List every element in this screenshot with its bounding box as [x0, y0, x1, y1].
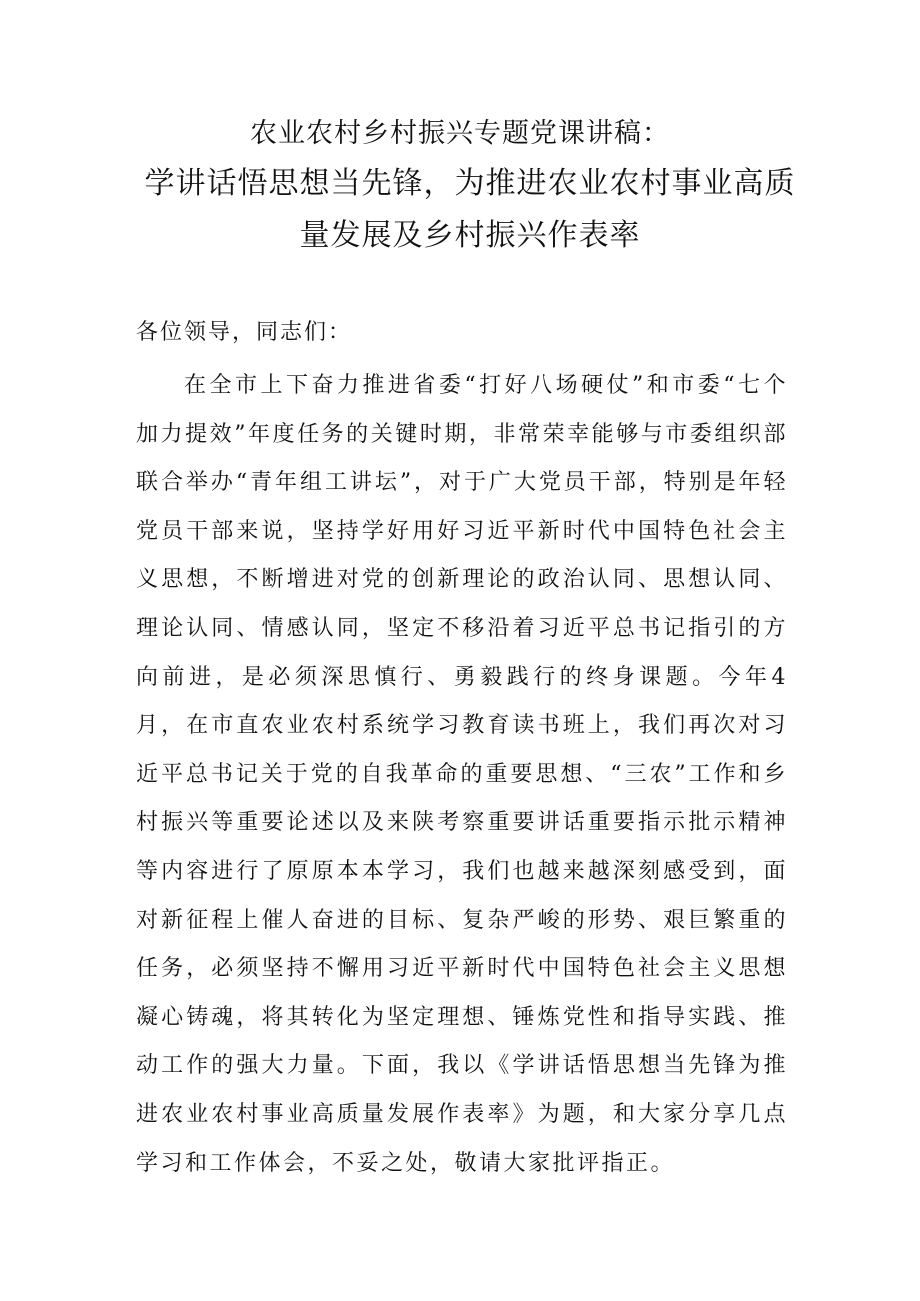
document-subtitle: 农业农村乡村振兴专题党课讲稿：	[250, 118, 670, 149]
salutation: 各位领导，同志们：	[136, 320, 353, 345]
body-paragraph: 在全市上下奋力推进省委“打好八场硬仗”和市委“七个加力提效”年度任务的关键时期，非常荣幸能够与市委组织部联合举办“青年组工讲坛”，对于广大党员干部，特别是年轻党员干部来说，坚持学好用好习近平新时代中国特色社会主义思想，不断增进对党的创新理论的政治认同、思想认同、理论认同、情感认同，坚定不移沿着习近平总书记指引的方向前进，是必须深思慎行、勇毅践行的终身课题。今年4月，在市直农业农村系统学习教育读书班上，我们再次对习近平总书记关于党的自我革命的重要思想、“三农”工作和乡村振兴等重要论述以及来陕考察重要讲话重要指示批示精神等内容进行了原原本本学习，我们也越来越深刻感受到，面对新征程上催人奋进的目标、复杂严峻的形势、艰巨繁重的任务，必须坚持不懈用习近平新时代中国特色社会主义思想凝心铸魂，将其转化为坚定理想、锤炼党性和指导实践、推动工作的强大力量。下面，我以《学讲话悟思想当先锋为推进农业农村事业高质量发展作表率》为题，和大家分享几点学习和工作体会，不妥之处，敬请大家批评指正。	[136, 373, 788, 1176]
document-title: 学讲话悟思想当先锋，为推进农业农村事业高质量发展及乡村振兴作表率	[144, 166, 796, 253]
